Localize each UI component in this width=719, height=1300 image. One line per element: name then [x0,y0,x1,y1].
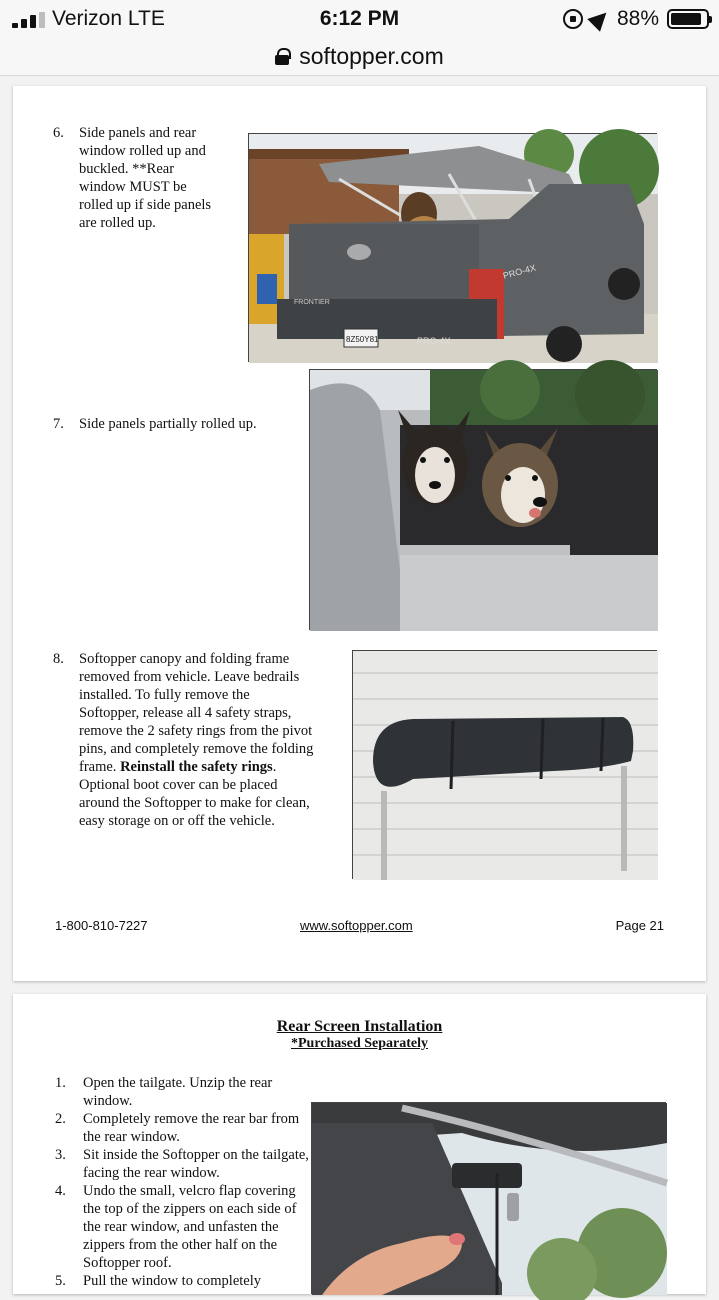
rotation-lock-icon [563,9,583,29]
section-title: Rear Screen Installation [276,1018,443,1035]
license-plate: 8Z50Y81 [346,335,379,344]
step-number: 6. [53,125,64,141]
list-item: 5. Pull the window to completely [55,1273,262,1289]
side-badge-text: PRO-4X [501,262,537,281]
battery-percent: 88% [616,7,659,30]
status-right [563,7,709,31]
step-number: 7. [53,416,64,432]
list-item: 3. Sit inside the Softopper on the tailgate, facing the rear window. [55,1147,309,1181]
stored-softopper-photo [352,650,657,879]
pdf-page-21 [13,86,706,981]
step-text: Softopper canopy and folding frame removed from vehicle. Leave bedrails installed. To fully remove the Softopper, release all 4 safety straps, remove the 2 safety rings from the pivot pins, and completely remove the folding frame. Reinstall the safety rings. Optional boot cover can be placed around the Softopper to make for clean, easy storage on or off the vehicle. [79,651,314,829]
section-subtitle: *Purchased Separately [290,1036,428,1051]
safety-rings-emphasis: Reinstall the safety rings [120,759,273,775]
step-text: Side panels and rear window rolled up and buckled. **Rear window MUST be rolled up if side panels are rolled up. [79,125,212,231]
padlock-icon [275,48,289,65]
footer-phone: 1-800-810-7227 [55,918,148,933]
clock: 6:12 PM [319,7,400,30]
page-number: Page 21 [615,918,664,933]
address-bar[interactable] [0,38,719,76]
list-item: 4. Undo the small, velcro flap covering the top of the zippers on each side of the rear window, and unfasten the zippers from the other half on the Softopper roof. [55,1183,297,1271]
step-text: Side panels partially rolled up. [79,416,257,432]
badge-text: PRO-4X [417,336,451,346]
brand-text: FRONTIER [294,299,330,306]
footer-website-link[interactable]: www.softopper.com [300,918,413,933]
pdf-page-22 [13,994,706,1294]
dogs-photo [309,369,657,630]
list-item: 2. Completely remove the rear bar from the rear window. [55,1111,300,1145]
url-text[interactable]: softopper.com [299,43,444,69]
list-item: 1. Open the tailgate. Unzip the rear window. [55,1075,273,1109]
step-number: 8. [53,651,64,667]
truck-photo [248,133,657,362]
battery-icon [667,9,709,29]
location-arrow-icon [587,6,612,31]
instruction-list [55,1074,315,1290]
status-bar [0,0,719,38]
rear-window-photo [311,1102,666,1294]
carrier-label: Verizon LTE [52,7,165,30]
